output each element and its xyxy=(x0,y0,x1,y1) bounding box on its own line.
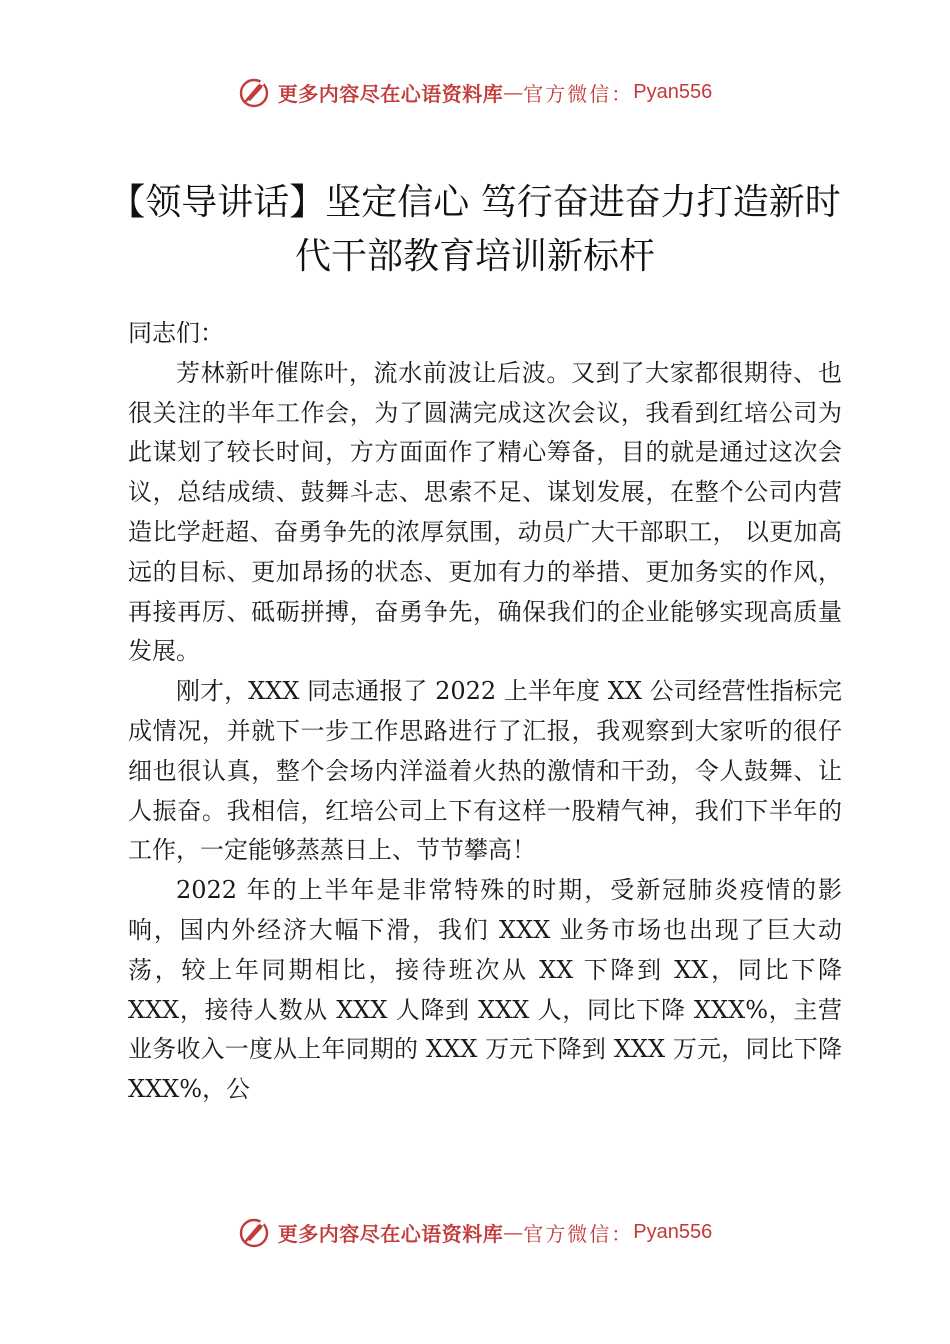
watermark-banner-bottom xyxy=(0,1212,950,1252)
brand-logo-icon xyxy=(238,1215,272,1249)
paragraph-1: 芳林新叶催陈叶，流水前波让后波。又到了大家都很期待、也很关注的半年工作会，为了圆满完成这次会议，我看到红培公司为此谋划了较长时间，方方面面作了精心筹备，目的就是通过这次会议，总结成绩、鼓舞斗志、思索不足、谋划发展，在整个公司内营造比学赶超、奋勇争先的浓厚氛围，动员广大干部职工， 以更加高远的目标、更加昂扬的状态、更加有力的举措、更加务实的作风，再接再厉、砥砺拼搏，奋勇争先，确保我们的企业能够实现高质量发展。 xyxy=(128,358,842,666)
salutation: 同志们： xyxy=(128,319,224,347)
document-title xyxy=(100,176,850,284)
watermark-wechat-label: 官方微信： xyxy=(523,81,634,106)
title-line-1: 【领导讲话】坚定信心 笃行奋进奋力打造新时 xyxy=(109,182,841,223)
watermark-dash: — xyxy=(503,80,524,104)
watermark-brand-text: 更多内容尽在心语资料库 xyxy=(277,81,504,106)
document-body xyxy=(128,314,842,1110)
title-line-2: 代干部教育培训新标杆 xyxy=(294,236,655,277)
watermark-wechat-id: Pyan556 xyxy=(633,80,713,103)
watermark-brand-text: 更多内容尽在心语资料库 xyxy=(277,1221,504,1246)
watermark-wechat-id: Pyan556 xyxy=(633,1220,713,1243)
watermark-banner-top xyxy=(0,72,950,112)
watermark-dash: — xyxy=(503,1220,524,1244)
brand-logo-icon xyxy=(238,75,272,109)
paragraph-2: 刚才，XXX 同志通报了 2022 上半年度 XX 公司经营性指标完成情况，并就下一步工作思路进行了汇报，我观察到大家听的很仔细也很认真，整个会场内洋溢着火热的激情和干劲，令人鼓舞、让人振奋。我相信，红培公司上下有这样一股精气神，我们下半年的工作，一定能够蒸蒸日上、节节攀高！ xyxy=(128,677,842,865)
watermark-wechat-label: 官方微信： xyxy=(523,1221,634,1246)
paragraph-3: 2022 年的上半年是非常特殊的时期，受新冠肺炎疫情的影响，国内外经济大幅下滑，我们 XXX 业务市场也出现了巨大动荡，较上年同期相比，接待班次从 XX 下降到 XX，同比下降 XXX，接待人数从 XXX 人降到 XXX 人，同比下降 XXX%，主营业务收入一度从上年同期的 XXX 万元下降到 XXX 万元，同比下降 XXX%，公 xyxy=(128,876,842,1104)
